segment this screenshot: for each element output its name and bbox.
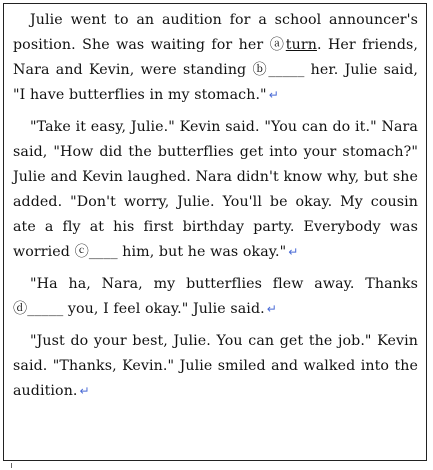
- p3-text-start: "Ha ha, Nara, my butterflies flew away. Thanks: [30, 276, 418, 292]
- p1-text-start: Julie went to an audition for a school announcer's position. She was waiting for her: [13, 12, 418, 53]
- p1-text-middle: . Her friends, Nara and Kevin, were standing: [13, 37, 418, 78]
- paragraph-mark-icon: ↵: [266, 302, 277, 316]
- paragraph-3: [13, 272, 418, 322]
- blank-d: ⓓ_____: [13, 301, 64, 317]
- paragraph-4: [13, 329, 418, 404]
- paragraph-1: [13, 8, 418, 108]
- passage-box: [3, 3, 427, 461]
- paragraph-mark-icon: ↵: [288, 245, 299, 259]
- paragraph-mark-icon: ↵: [268, 88, 279, 102]
- blank-c: ⓒ____: [74, 244, 118, 260]
- blank-b: ⓑ_____: [252, 62, 305, 78]
- p2-text-start: "Take it easy, Julie." Kevin said. "You can do it." Nara said, "How did the butterflies get into your stomach?" Julie and Kevin laughed. Nara didn't know why, but she added. "Don't worry, Julie. You'll be okay. My cousin ate a fly at his first birthday party. Everybody was worried: [13, 119, 418, 260]
- cursor-tick: [3, 463, 23, 470]
- p2-text-end: him, but he was okay.": [117, 244, 287, 260]
- label-a: ⓐ: [269, 37, 286, 53]
- p3-text-end: you, I feel okay." Julie said.: [63, 301, 265, 317]
- underlined-turn: turn: [285, 37, 317, 53]
- p4-text: "Just do your best, Julie. You can get the job." Kevin said. "Thanks, Kevin." Julie smiled and walked into the audition.: [13, 333, 418, 399]
- paragraph-mark-icon: ↵: [79, 384, 90, 398]
- p1-text-end: her. Julie said, "I have butterflies in my stomach.": [13, 62, 418, 103]
- paragraph-2: [13, 115, 418, 265]
